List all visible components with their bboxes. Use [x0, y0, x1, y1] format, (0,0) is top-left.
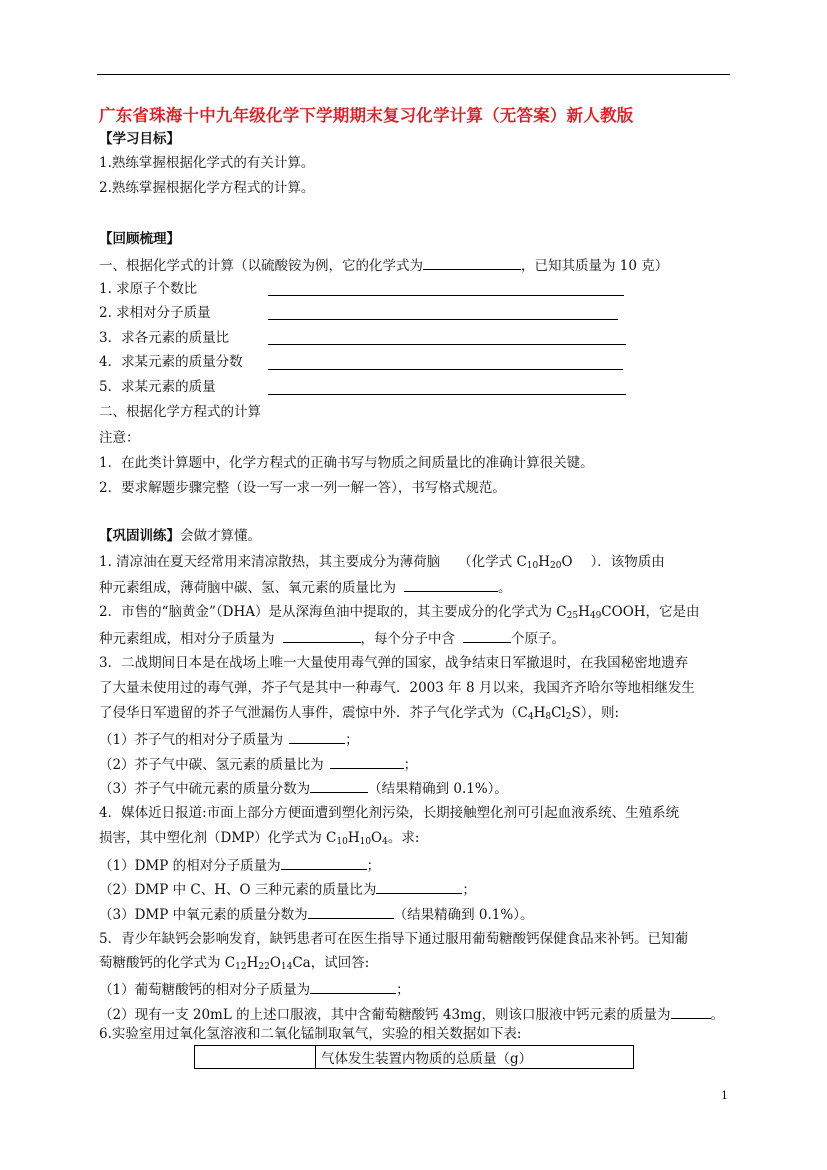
q5-part-end: 。	[710, 1007, 725, 1023]
subscript: 8	[545, 712, 552, 722]
q4-part-1: （1）DMP 的相对分子质量为 ；	[99, 855, 380, 875]
q4-text-tail: 。求:	[387, 830, 420, 846]
practice-heading: 【巩固训练】	[99, 528, 180, 544]
review-item: 3．求各元素的质量比	[99, 330, 230, 346]
answer-line	[268, 394, 626, 395]
q4-text: 损害，其中塑化剂（DMP）化学式为 C	[99, 830, 337, 846]
q3-part-text: （2）芥子气中碳、氢元素的质量比为	[99, 757, 324, 773]
q2-line2-text: 种元素组成，相对分子质量为	[99, 631, 275, 647]
data-table	[194, 1045, 634, 1069]
question-3-line3	[99, 704, 619, 726]
q3-part-1: （1）芥子气的相对分子质量为 ；	[99, 729, 359, 749]
q4-part-3	[99, 904, 533, 924]
subscript: 22	[258, 962, 270, 972]
answer-blank	[463, 628, 511, 643]
review-item: 1. 求原子个数比	[99, 281, 198, 297]
subscript: 10	[336, 837, 348, 847]
q4-part-2: （2）DMP 中 C、H、O 三种元素的质量比为 ；	[99, 879, 476, 899]
q4-part-text: （3）DMP 中氧元素的质量分数为	[99, 907, 308, 923]
subscript: 25	[566, 611, 579, 621]
answer-line	[268, 369, 623, 370]
q1-text-tail: ）．该物质由	[590, 554, 665, 570]
question-1	[99, 553, 665, 575]
q2-text: 2．市售的“脑黄金”（DHA）是从深海鱼油中提取的，其主要成分的化学式为 C	[99, 604, 567, 620]
q5-text: 萄糖酸钙的化学式为 C	[99, 955, 236, 971]
question-1-line2: 种元素组成，薄荷脑中碳、氢、氧元素的质量比为 。	[99, 577, 512, 597]
subscript: 4	[382, 837, 388, 847]
answer-line	[268, 319, 618, 320]
subscript: 10	[526, 561, 539, 571]
q5-part-text: （2）现有一支 20mL 的上述口服液，其中含葡萄糖酸钙 43mg，则该口服液中钙元素的质量为	[99, 1007, 671, 1023]
subscript: 4	[527, 712, 534, 722]
question-5-line2	[99, 954, 369, 976]
answer-blank	[283, 628, 361, 643]
q1-formula-part: H	[538, 554, 551, 570]
q3-part-text: （1）芥子气的相对分子质量为	[99, 732, 284, 748]
subscript: 14	[280, 962, 293, 972]
table-cell	[195, 1046, 316, 1069]
subscript: 49	[589, 611, 602, 621]
q5-formula-part: O	[269, 955, 281, 971]
q5-part-2	[99, 1004, 724, 1024]
q2-text-tail: COOH，它是由	[601, 604, 700, 620]
q5-formula-part: H	[246, 955, 259, 971]
review-item: 4．求某元素的质量分数	[99, 354, 243, 370]
review-part1	[99, 255, 668, 275]
practice-heading-line	[99, 527, 261, 545]
question-2	[99, 603, 700, 625]
question-3: 3．二战期间日本是在战场上唯一大量使用毒气弹的国家，战争结束日军撤退时，在我国秘密地遗弃	[99, 655, 689, 671]
answer-blank	[330, 754, 404, 769]
q4-part-text: （2）DMP 中 C、H、O 三种元素的质量比为	[99, 882, 377, 898]
q4-part-text: （结果精确到 0.1%）。	[393, 907, 534, 923]
question-4: 4．媒体近日报道:市面上部分方便面遭到塑化剂污染，长期接触塑化剂可引起血液系统、生殖系统	[99, 805, 680, 821]
goal-item: 1.熟练掌握根据化学式的有关计算。	[99, 155, 315, 171]
q1-formula-part: O	[561, 554, 573, 570]
q4-part-text: （1）DMP 的相对分子质量为	[99, 858, 281, 874]
answer-blank	[310, 979, 396, 994]
question-6: 6.实验室用过氧化氢溶液和二氧化锰制取氧气，实验的相关数据如下表:	[99, 1026, 522, 1042]
q1-text: 1. 清凉油在夏天经常用来清凉散热，其主要成分为薄荷脑	[99, 554, 441, 570]
answer-line	[268, 344, 626, 345]
note-item: 2．要求解题步骤完整（设一写一求一列一解一答），书写格式规范。	[99, 480, 506, 496]
question-4-line2	[99, 829, 419, 851]
review-item: 2. 求相对分子质量	[99, 305, 211, 321]
answer-blank	[310, 778, 368, 793]
answer-blank	[281, 855, 367, 870]
q2-formula-part: H	[578, 604, 590, 620]
q3-text: 了侵华日军遗留的芥子气泄漏伤人事件，震惊中外．芥子气化学式为（C	[99, 705, 528, 721]
q2-line2-text: 个原子。	[511, 631, 565, 647]
q5-text-tail: Ca，试回答:	[292, 955, 370, 971]
subscript: 20	[550, 561, 562, 571]
question-2-line2	[99, 628, 565, 648]
review-part2: 二、根据化学方程式的计算	[99, 404, 261, 420]
question-5: 5．青少年缺钙会影响发育，缺钙患者可在医生指导下通过服用葡萄糖酸钙保健食品来补钙。已知葡	[99, 931, 689, 947]
document-title: 广东省珠海十中九年级化学下学期期末复习化学计算（无答案）新人教版	[99, 106, 634, 125]
answer-blank	[308, 904, 394, 919]
review-item: 5．求某元素的质量	[99, 379, 216, 395]
goals-heading: 【学习目标】	[99, 131, 180, 147]
q3-formula-part: Cl	[551, 705, 566, 721]
part1-text-tail: ，已知其质量为 10 克）	[521, 258, 669, 274]
q5-part-text: （1）葡萄糖酸钙的相对分子质量为	[99, 982, 311, 998]
table-header-cell: 气体发生装置内物质的总质量（g）	[316, 1046, 634, 1069]
page-number: 1	[721, 1089, 728, 1102]
answer-blank	[376, 879, 462, 894]
subscript: 12	[235, 962, 247, 972]
note-item: 1．在此类计算题中，化学方程式的正确书写与物质之间质量比的准确计算很关键。	[99, 455, 594, 471]
review-heading: 【回顾梳理】	[99, 231, 180, 247]
q1-line2-text: 种元素组成，薄荷脑中碳、氢、氧元素的质量比为	[99, 580, 396, 596]
table-row	[195, 1046, 634, 1069]
answer-blank	[671, 1004, 711, 1019]
q4-formula-part: O	[371, 830, 383, 846]
question-3-line2: 了大量未使用过的毒气弹，芥子气是其中一种毒气．2003 年 8 月以来，我国齐齐哈尔等地相继发生	[99, 680, 695, 696]
practice-heading-tail: 会做才算懂。	[180, 528, 261, 544]
goal-item: 2.熟练掌握根据化学方程式的计算。	[99, 180, 315, 196]
answer-blank	[289, 729, 345, 744]
formula-blank	[423, 255, 521, 270]
note-label: 注意：	[99, 430, 140, 446]
q5-part-1: （1）葡萄糖酸钙的相对分子质量为 ；	[99, 979, 410, 999]
part1-text: 一、根据化学式的计算（以硫酸铵为例，它的化学式为	[99, 258, 423, 274]
q3-part-text: （3）芥子气中硫元素的质量分数为	[99, 781, 311, 797]
q3-formula-part: H	[533, 705, 546, 721]
q4-formula-part: H	[347, 830, 360, 846]
answer-line	[268, 295, 624, 296]
header-rule	[97, 74, 730, 75]
q1-formula: （化学式 C	[458, 554, 527, 570]
subscript: 2	[565, 712, 572, 722]
q3-part-2: （2）芥子气中碳、氢元素的质量比为 ；	[99, 754, 417, 774]
q3-part-text: （结果精确到 0.1%）。	[368, 781, 508, 797]
q2-line2-text: ，每个分子中含	[360, 631, 455, 647]
answer-blank	[404, 577, 498, 592]
q3-part-3	[99, 778, 508, 798]
subscript: 10	[359, 837, 372, 847]
q3-formula-part: S），则:	[571, 705, 620, 721]
